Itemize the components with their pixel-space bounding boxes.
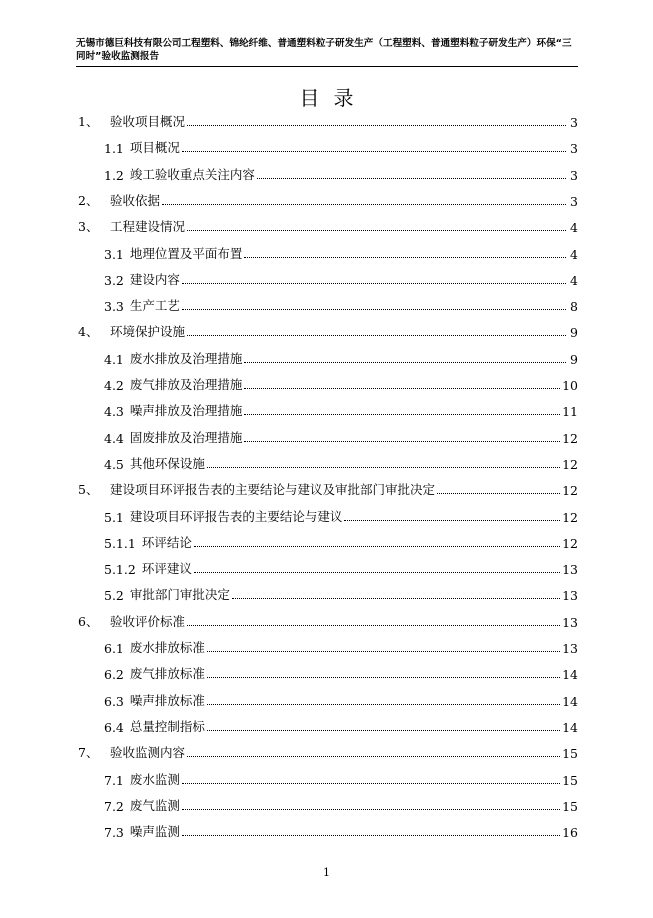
toc-entry[interactable] <box>104 375 578 393</box>
toc-entry[interactable] <box>104 822 578 840</box>
toc-entry-label: 废水排放及治理措施 <box>129 350 243 366</box>
toc-dot-leader <box>244 257 566 258</box>
toc-entry-page: 4 <box>570 220 578 236</box>
toc-entry-page: 11 <box>562 404 578 420</box>
toc-dot-leader <box>187 756 560 757</box>
toc-entry[interactable] <box>104 165 578 183</box>
toc-entry-number: 1.1 <box>104 141 124 157</box>
toc-entry[interactable] <box>104 664 578 682</box>
toc-entry[interactable] <box>78 191 578 209</box>
toc-entry[interactable] <box>104 559 578 577</box>
toc-entry-number: 3.1 <box>104 246 124 262</box>
toc-entry-number: 7.3 <box>104 825 124 841</box>
toc-entry-label: 验收评价标准 <box>110 613 186 629</box>
header-rule <box>76 66 578 67</box>
toc-entry-page: 4 <box>570 246 578 262</box>
toc-entry[interactable] <box>104 138 578 156</box>
toc-dot-leader <box>182 151 566 152</box>
toc-entry-label: 废水排放标准 <box>129 640 205 655</box>
toc-entry-label: 环境保护设施 <box>110 324 186 340</box>
toc-entry-number: 6、 <box>78 613 99 629</box>
toc-entry-page: 13 <box>562 588 578 604</box>
toc-dot-leader <box>207 467 560 468</box>
toc-dot-leader <box>182 783 560 784</box>
toc-entry-number: 4.4 <box>104 430 124 446</box>
toc-entry-page: 3 <box>570 115 578 130</box>
toc-entry[interactable] <box>104 533 578 551</box>
toc-entry-label: 固废排放及治理措施 <box>129 429 243 445</box>
toc-entry-number: 2、 <box>78 192 99 208</box>
toc-entry[interactable] <box>104 638 578 656</box>
toc-entry-number: 5.1.1 <box>104 535 136 551</box>
toc-entry-number: 7.1 <box>104 772 124 788</box>
toc-entry-label: 废气监测 <box>129 797 180 813</box>
toc-dot-leader <box>162 204 566 205</box>
toc-entry[interactable] <box>104 296 578 314</box>
toc-entry-number: 4、 <box>78 324 99 340</box>
toc-entry-number: 4.3 <box>104 404 124 420</box>
toc-entry-page: 3 <box>570 141 578 157</box>
toc-dot-leader <box>244 362 566 363</box>
toc-entry-page: 13 <box>562 562 578 578</box>
toc-entry-page: 15 <box>562 772 578 788</box>
toc-dot-leader <box>194 572 560 573</box>
toc-entry-page: 12 <box>562 456 578 472</box>
toc-entry-page: 14 <box>562 667 578 683</box>
toc-entry[interactable] <box>104 717 578 735</box>
toc-dot-leader <box>207 704 560 705</box>
toc-entry-label: 废气排放及治理措施 <box>129 377 243 392</box>
toc-dot-leader <box>437 493 560 494</box>
toc-entry[interactable] <box>104 691 578 709</box>
toc-entry[interactable] <box>104 428 578 446</box>
toc-entry-page: 9 <box>570 351 578 367</box>
toc-entry[interactable] <box>104 507 578 525</box>
toc-entry-page: 15 <box>562 798 578 814</box>
toc-entry-label: 项目概况 <box>129 140 180 156</box>
toc-entry-number: 5.2 <box>104 588 124 604</box>
toc-entry[interactable] <box>104 270 578 288</box>
toc-dot-leader <box>187 625 560 626</box>
toc-dot-leader <box>244 414 560 415</box>
toc-entry-number: 4.1 <box>104 351 124 367</box>
toc-entry-label: 建设内容 <box>129 271 180 287</box>
toc-entry-number: 1、 <box>78 114 99 129</box>
toc-entry-page: 8 <box>570 299 578 315</box>
toc-entry[interactable] <box>78 480 578 498</box>
toc-entry[interactable] <box>104 454 578 472</box>
toc-dot-leader <box>244 441 560 442</box>
toc-entry-label: 环评建议 <box>141 561 192 577</box>
toc-dot-leader <box>182 809 560 810</box>
toc-entry-number: 5、 <box>78 482 99 498</box>
toc-entry-label: 噪声监测 <box>129 824 180 840</box>
toc-entry[interactable] <box>104 349 578 367</box>
toc-entry-label: 废气排放标准 <box>129 666 205 682</box>
toc-entry-number: 5.1.2 <box>104 562 136 578</box>
toc-entry[interactable] <box>78 112 578 130</box>
toc-entry-page: 12 <box>562 430 578 446</box>
toc-entry-page: 10 <box>562 378 578 393</box>
toc-entry-label: 工程建设情况 <box>110 219 186 235</box>
toc-dot-leader <box>182 309 566 310</box>
toc-entry-number: 7.2 <box>104 798 124 814</box>
running-header: 无锡市德巨科技有限公司工程塑料、锦纶纤维、普通塑料粒子研发生产（工程塑料、普通塑料粒子研发生产）环保“三同时”验收监测报告 <box>76 38 572 62</box>
toc-entry-page: 12 <box>562 483 578 499</box>
toc-entry-label: 审批部门审批决定 <box>129 587 230 603</box>
toc-entry-label: 环评结论 <box>141 534 192 550</box>
toc-entry-number: 5.1 <box>104 509 124 525</box>
toc-entry-number: 3、 <box>78 219 99 235</box>
toc-entry[interactable] <box>78 217 578 235</box>
toc-entry-page: 16 <box>562 825 578 841</box>
toc-entry-page: 14 <box>562 693 578 709</box>
toc-entry-label: 竣工验收重点关注内容 <box>129 166 255 182</box>
toc-dot-leader <box>207 651 560 652</box>
toc-entry[interactable] <box>78 743 578 761</box>
toc-entry-page: 13 <box>562 614 578 630</box>
toc-entry[interactable] <box>104 244 578 262</box>
toc-entry-page: 3 <box>570 167 578 183</box>
toc-dot-leader <box>182 835 560 836</box>
toc-entry-page: 3 <box>570 193 578 209</box>
toc-entry[interactable] <box>104 796 578 814</box>
toc-entry-number: 3.2 <box>104 272 124 288</box>
toc-entry-page: 12 <box>562 509 578 525</box>
toc-entry-number: 6.4 <box>104 719 124 735</box>
toc-entry[interactable] <box>78 322 578 340</box>
toc-entry-label: 建设项目环评报告表的主要结论与建议 <box>129 508 343 524</box>
toc-dot-leader <box>257 178 566 179</box>
toc-entry[interactable] <box>78 612 578 630</box>
toc-entry-label: 噪声排放标准 <box>129 692 205 708</box>
toc-entry-page: 12 <box>562 535 578 551</box>
toc-entry-number: 6.3 <box>104 693 124 709</box>
toc-entry-label: 总量控制指标 <box>129 718 205 734</box>
toc-dot-leader <box>187 125 566 126</box>
toc-entry[interactable] <box>104 401 578 419</box>
toc-entry-label: 建设项目环评报告表的主要结论与建议及审批部门审批决定 <box>110 482 436 498</box>
toc-title: 目录 <box>299 86 368 110</box>
toc-entry-number: 1.2 <box>104 167 124 183</box>
toc-entry-page: 4 <box>570 272 578 288</box>
toc-entry-label: 验收项目概况 <box>110 114 186 129</box>
toc-entry-number: 4.5 <box>104 456 124 472</box>
toc-entry-label: 生产工艺 <box>129 298 180 314</box>
toc-entry-label: 验收依据 <box>110 192 161 208</box>
page-number: 1 <box>323 866 330 879</box>
toc-entry-label: 验收监测内容 <box>110 745 186 761</box>
toc-dot-leader <box>194 546 560 547</box>
toc-dot-leader <box>344 520 560 521</box>
toc-entry-page: 13 <box>562 641 578 656</box>
toc-entry-number: 4.2 <box>104 378 124 393</box>
toc-dot-leader <box>182 283 566 284</box>
toc-entry-page: 9 <box>570 325 578 341</box>
toc-entry-label: 其他环保设施 <box>129 455 205 471</box>
toc-entry-number: 3.3 <box>104 299 124 315</box>
toc-entry[interactable] <box>104 770 578 788</box>
toc-dot-leader <box>187 335 566 336</box>
toc-entry-number: 7、 <box>78 745 99 761</box>
toc-entry-page: 15 <box>562 746 578 762</box>
toc-dot-leader <box>232 598 560 599</box>
toc-dot-leader <box>244 388 560 389</box>
toc-entry[interactable] <box>104 585 578 603</box>
toc-entry-number: 6.2 <box>104 667 124 683</box>
toc-dot-leader <box>187 230 566 231</box>
toc-dot-leader <box>207 730 560 731</box>
toc-entry-label: 地理位置及平面布置 <box>129 245 243 261</box>
toc-entry-page: 14 <box>562 719 578 735</box>
toc-entry-number: 6.1 <box>104 641 124 656</box>
toc-entry-label: 废水监测 <box>129 771 180 787</box>
toc-dot-leader <box>207 677 560 678</box>
toc-entry-label: 噪声排放及治理措施 <box>129 403 243 419</box>
